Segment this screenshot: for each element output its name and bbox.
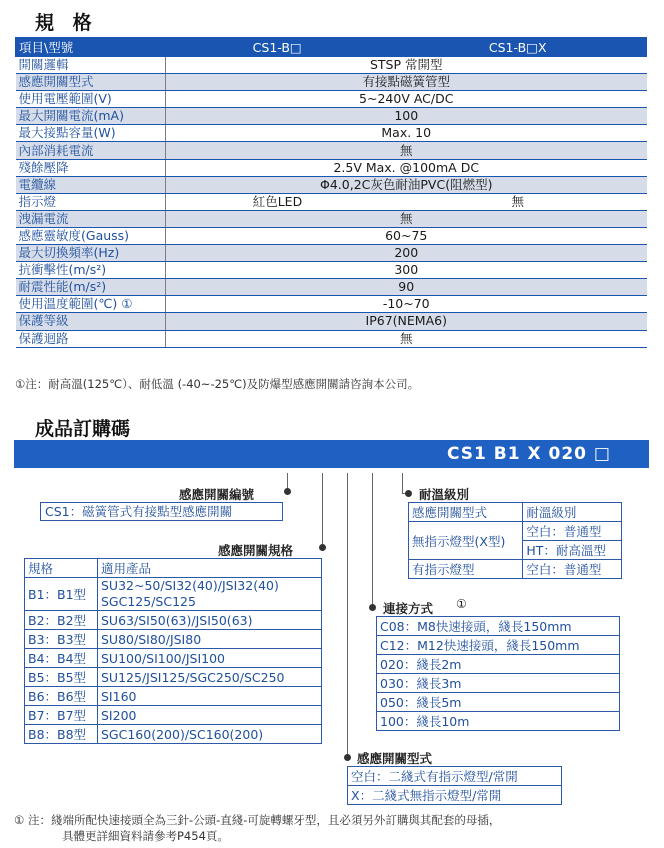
order-note-1: ① 注：綫端所配快速接頭全為三針-公頭-直綫-可旋轉螺牙型，且必須另外訂購與其配套的母插， <box>14 813 501 827</box>
table-row: 耐震性能(m/s²) 90 <box>16 279 647 296</box>
table-row: 指示燈 紅色LED 無 <box>16 193 647 210</box>
spec-note: ①注：耐高溫(125℃）、耐低溫 (-40~-25℃)及防爆型感應開關請咨詢本公司。 <box>15 377 420 391</box>
bullet-dot <box>369 604 376 611</box>
table-row: 開關邏輯 STSP 常開型 <box>16 57 647 74</box>
bullet-dot <box>319 544 326 551</box>
table-row: 保護等級 IP67(NEMA6) <box>16 313 647 330</box>
table-row: 最大開關電流(mA) 100 <box>16 108 647 125</box>
table-row: 使用溫度範圍(℃) ① -10~70 <box>16 296 647 313</box>
table-row: 最大接點容量(W) Max. 10 <box>16 125 647 142</box>
spec-title: 規 格 <box>35 12 98 34</box>
connector-line <box>347 473 348 757</box>
size-spec-label: 感應開關規格 <box>218 543 294 558</box>
table-row: 內部消耗電流 無 <box>16 142 647 159</box>
order-title: 成品訂購碼 <box>35 418 131 440</box>
order-note-2: 具體更詳細資料請參考P454頁。 <box>62 829 229 843</box>
type-label: 感應開關型式 <box>357 751 433 766</box>
bullet-dot <box>344 754 351 761</box>
series-label: 感應開關編號 <box>179 487 255 502</box>
size-spec-table: 規格 適用產品 B1：B1型 SU32~50/SI32(40)/JSI32(40) SGC125/SC125 B2：B2型 SU63/SI50(63)/JSI50(63) B3：B3型 SU80/SI80/JSI80 B4：B4型 SU100/SI100/JSI100 B5：B5型 SU125/JSI125/SGC250/SC250 B6：B6型 SI160 B7：B7型 SI200 B8：B8型 SGC160(200)/SC160(200) <box>24 558 322 744</box>
table-row: 感應開關型式 有接點磁簧管型 <box>16 74 647 91</box>
spec-header-item: 項目\型號 <box>16 38 166 57</box>
table-row: 電纜線 Φ4.0,2C灰色耐油PVC(阻燃型) <box>16 176 647 193</box>
conn-note-mark: ① <box>456 597 467 611</box>
order-code-bar: CS1 B1 X 020 □ <box>14 440 649 468</box>
bullet-dot <box>405 490 412 497</box>
series-box: CS1：磁簧管式有接點型感應開關 <box>40 502 283 521</box>
table-row: 抗衝擊性(m/s²) 300 <box>16 262 647 279</box>
type-table: 空白：二綫式有指示燈型/常開 X：二綫式無指示燈型/常開 <box>347 766 562 805</box>
conn-table: C08：M8快速接頭，綫長150mm C12：M12快速接頭，綫長150mm 020：綫長2m 030：綫長3m 050：綫長5m 100：綫長10m <box>376 616 620 731</box>
spec-header-b: CS1-B□ <box>166 38 389 57</box>
temp-label: 耐溫級別 <box>419 487 470 502</box>
table-row: 感應靈敏度(Gauss) 60~75 <box>16 227 647 244</box>
spec-table <box>15 37 647 348</box>
table-row: 使用電壓範圍(V) 5~240V AC/DC <box>16 91 647 108</box>
conn-label: 連接方式 <box>383 601 434 616</box>
table-row: 最大切換頻率(Hz) 200 <box>16 245 647 262</box>
connector-line <box>372 473 373 607</box>
table-row: 殘餘壓降 2.5V Max. @100mA DC <box>16 159 647 176</box>
connector-line <box>402 473 403 493</box>
temp-table: 感應開關型式 耐溫級別 無指示燈型(X型) 空白：普通型 HT：耐高溫型 有指示燈型 空白：普通型 <box>408 502 622 579</box>
connector-line <box>322 473 323 547</box>
table-row: 洩漏電流 無 <box>16 210 647 227</box>
table-row: 保護迴路 無 <box>16 330 647 347</box>
bullet-dot <box>284 488 291 495</box>
spec-header-bx: CS1-B□X <box>389 38 647 57</box>
